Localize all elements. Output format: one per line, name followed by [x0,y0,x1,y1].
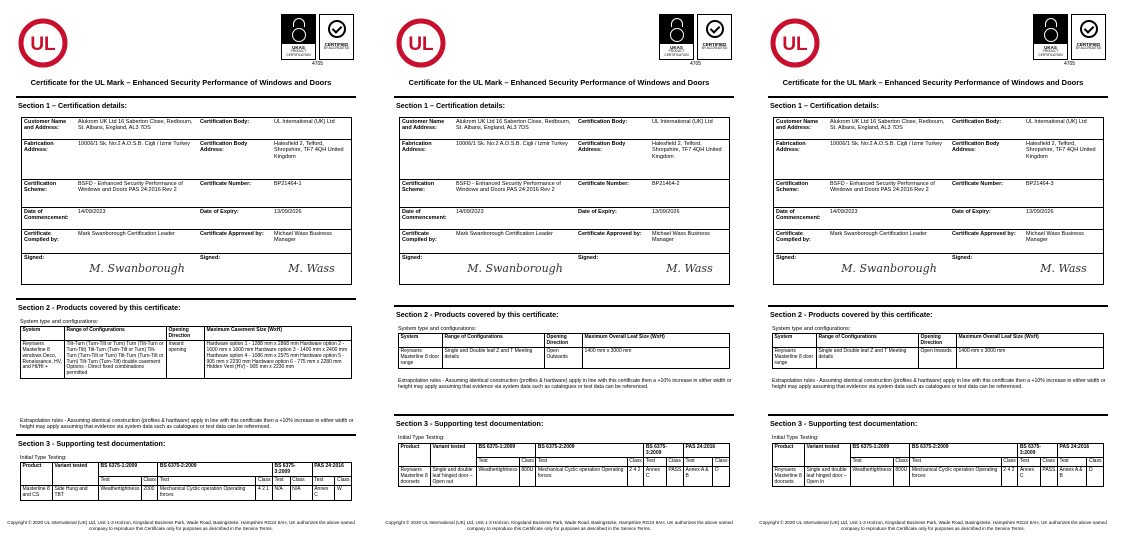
size-cell: 1400 mm x 3000 mm [957,348,1104,368]
customer-value: Alukrom UK Ltd 16 Saberton Close, Redbourn, St. Albans, England, AL3 7DS [78,119,193,132]
initial-type-testing-label: Initial Type Testing: [398,435,445,441]
size-cell: 1400 mm x 3000 mm [583,348,730,368]
crown-icon [671,18,683,27]
product-cell: Masterline 8 and CS [21,486,53,500]
products-table-wrap [20,326,352,379]
test-subheader: Test [312,477,335,486]
class2-cell: 2 4 2 [627,467,644,487]
cert-body-address-label: Certification Body Address: [578,141,626,154]
products-table-wrap [398,333,730,369]
copyright: Copyright © 2020 UL International (UK) Ltd, Unit 1-3 Horizon, Kingsland Business Park, Wade Road, Basingstoke, Hampshire RG24 8AH, UK authorizes the above named company to reproduce this Certificate only for purposes as described in the Service Terms. [7,520,355,531]
customer-value: Alukrom UK Ltd 16 Saberton Close, Redbourn, St. Albans, England, AL3 7DS [456,119,571,132]
section2-heading: Section 2 - Products covered by this certificate: [18,303,181,312]
signature-1: M. Swanborough [841,261,937,275]
badge-number: 4705 [689,61,702,67]
direction-header: Opening Direction [919,334,957,348]
divider [394,414,734,416]
class-subheader: Class [519,458,536,467]
class3-cell: PASS [1040,467,1057,487]
approved-label: Certificate Approved by: [578,231,642,237]
class4-cell: D [713,467,730,487]
system-cell: Reynaers Masterline 8 door range [773,348,817,368]
svg-text:UL: UL [782,34,808,55]
fabrication-label: Fabrication Address: [402,141,432,154]
direction-cell: Inward opening [167,341,205,378]
class-subheader: Class [141,477,158,486]
customer-label: Customer Name and Address: [402,119,445,132]
fabrication-value: 10006/1 Sk. No:2 A.O.S.B. Cigli / Izmir Turkey [456,141,568,147]
class-subheader: Class [335,477,352,486]
system-header: System [21,327,65,341]
divider [16,434,356,436]
system-type-label: System type and configurations: [772,326,851,332]
cert-body-label: Certification Body: [952,119,1002,125]
accreditation-badges [281,14,354,60]
certificate-title: Certificate for the UL Mark – Enhanced Security Performance of Windows and Doors [408,78,710,87]
cert-number-value: BP21464-3 [1026,181,1054,187]
scheme-label: Certification Scheme: [776,181,809,194]
ul-logo [18,18,68,68]
size-cell: Hardware option 1 - 1288 mm x 2868 mm Hardware option 2 - 1600 mm x 1600 mm Hardware option 3 - 1400 mm x 2400 mm Hardware option 4 - 1086 mm x 2975 mm Hardware option 5 - 905 mm x 2230 mm Hardware option 6 - 775 mm x 2280 mm Hidden Vent (HV) - 905 mm x 2230 mm [205,341,352,378]
copyright: Copyright © 2020 UL International (UK) Ltd, Unit 1-3 Horizon, Kingsland Business Park, Wade Road, Basingstoke, Hampshire RG24 8AH, UK authorizes the above named company to reproduce this Certificate only for purposes as described in the Service Terms. [385,520,733,531]
std2-header: BS 6375-2:2009 [158,463,273,477]
direction-cell: Open Inwards [919,348,957,368]
tick-icon [670,28,684,42]
divider [768,414,1108,416]
test4-cell: Annex A & B [684,467,713,487]
initial-type-testing-label: Initial Type Testing: [20,455,67,461]
certification-details-box [399,117,730,285]
signed-label: Signed: [402,255,423,261]
test-subheader: Test [536,458,627,467]
expiry-label: Date of Expiry: [952,209,991,215]
certification-details-box [21,117,352,285]
scheme-value: BSFD - Enhanced Security Performance of Windows and Doors PAS 24:2016 Rev 2 [78,181,183,194]
class2-cell: 2 4 2 [1001,467,1018,487]
cert-number-label: Certificate Number: [200,181,252,187]
fabrication-label: Fabrication Address: [24,141,54,154]
certificate [378,0,740,552]
std1-header: BS 6375-1:2009 [99,463,158,477]
cert-number-label: Certificate Number: [578,181,630,187]
class-subheader: Class [1001,458,1018,467]
direction-cell: Open Outwards [545,348,583,368]
signed-label: Signed: [776,255,797,261]
check-icon [1080,20,1098,38]
section2-heading: Section 2 - Products covered by this certificate: [396,310,559,319]
configurations-cell: Single and Double leaf Z and T Meeting details [443,348,545,368]
std3-header: BS 6375-3:2009 [272,463,312,477]
initial-type-testing-label: Initial Type Testing: [772,435,819,441]
signature-1: M. Swanborough [89,261,185,275]
test3-cell: N/A [272,486,290,500]
badge-number: 4705 [1063,61,1076,67]
ukas-badge: UKAS PRODUCT CERTIFICATION [659,14,694,60]
section2-heading: Section 2 - Products covered by this certificate: [770,310,933,319]
signature-2: M. Wass [288,261,335,275]
scheme-label: Certification Scheme: [24,181,57,194]
section1-heading: Section 1 – Certification details: [770,101,880,110]
ul-logo [396,18,446,68]
test-table-wrap [398,443,730,487]
direction-header: Opening Direction [545,334,583,348]
expiry-label: Date of Expiry: [200,209,239,215]
test2-cell: Mechanical Cyclic operation Operating forces [910,467,1001,487]
std4-header: PAS 24:2016 [1058,444,1104,458]
test-table-wrap [772,443,1104,487]
signed-label-2: Signed: [952,255,973,261]
section3-heading: Section 3 - Supporting test documentation: [396,419,544,428]
section1-heading: Section 1 – Certification details: [18,101,128,110]
product-cell: Reynaers Masterline 8 doorsets [773,467,805,487]
class-subheader: Class [1040,458,1057,467]
system-type-label: System type and configurations: [398,326,477,332]
size-header: Maximum Overall Leaf Size (WxH) [583,334,730,348]
cert-body-label: Certification Body: [200,119,250,125]
variant-header: Variant tested [805,444,851,467]
compiled-value: Mark Swanborough Certification Leader [78,231,175,237]
signed-label-2: Signed: [578,255,599,261]
test-subheader: Test [1058,458,1087,467]
certificate [752,0,1114,552]
std2-header: BS 6375-2:2009 [910,444,1018,458]
commencement-label: Date of Commencement: [402,209,447,222]
scheme-value: BSFD - Enhanced Security Performance of Windows and Doors PAS 24:2016 Rev 2 [456,181,561,194]
extrapolation-rules: Extrapolation rules - Assuming identical construction (profiles & hardware) apply in line with this certificate then a +10% increase in either width or height may apply assuming that evidence via system data such as catalogues or test data can be referenced. [772,378,1106,391]
test3-cell: Annex C [1018,467,1041,487]
test-table [398,443,730,487]
signature-1: M. Swanborough [467,261,563,275]
test1-cell: Weathertightness [851,467,894,487]
test-subheader: Test [851,458,894,467]
test-subheader: Test [644,458,667,467]
std2-header: BS 6375-2:2009 [536,444,644,458]
std4-header: PAS 24:2016 [312,463,351,477]
class-subheader: Class [627,458,644,467]
std1-header: BS 6375-1:2009 [851,444,910,458]
class2-cell: 4 2 1 [256,486,273,500]
expiry-value: 13/09/2026 [652,209,680,215]
class3-cell: N/A [290,486,312,500]
test-table [20,462,352,501]
ukas-badge: UKAS PRODUCT CERTIFICATION [281,14,316,60]
cert-body-address-value: Halesfield 2, Telford, Shropshire, TF7 4QH United Kingdom [274,141,344,160]
test-subheader: Test [99,477,142,486]
test2-cell: Mechanical Cyclic operation Operating forces [536,467,627,487]
class1-cell: 800U [893,467,910,487]
scheme-value: BSFD - Enhanced Security Performance of Windows and Doors PAS 24:2016 Rev 2 [830,181,935,194]
certificate [0,0,362,552]
range-header: Range of Configurations [443,334,545,348]
certified-badge: CERTIFIED BY ACCREDITED [697,14,732,60]
section1-heading: Section 1 – Certification details: [396,101,506,110]
tick-icon [292,28,306,42]
class1-cell: 800U [519,467,536,487]
tick-icon [1044,28,1058,42]
product-header: Product [399,444,431,467]
test-subheader: Test [272,477,290,486]
expiry-value: 13/09/2026 [274,209,302,215]
copyright: Copyright © 2020 UL International (UK) Ltd, Unit 1-3 Horizon, Kingsland Business Park, Wade Road, Basingstoke, Hampshire RG24 8AH, UK authorizes the above named company to reproduce this Certificate only for purposes as described in the Service Terms. [759,520,1107,531]
products-table [20,326,352,379]
cert-number-value: BP21464-1 [274,181,302,187]
expiry-value: 13/09/2026 [1026,209,1054,215]
variant-cell: Single and double leaf hinged door – Open in [805,467,851,487]
cert-body-label: Certification Body: [578,119,628,125]
range-header: Range of Configurations [65,327,167,341]
system-cell: Reynaers Masterline 8 door range [399,348,443,368]
std3-header: BS 6375-3:2009 [644,444,684,458]
product-header: Product [21,463,53,486]
class-subheader: Class [256,477,273,486]
compiled-label: Certificate Compiled by: [402,231,437,244]
crown-icon [1045,18,1057,27]
class1-cell: 2000 [141,486,158,500]
ukas-badge: UKAS PRODUCT CERTIFICATION [1033,14,1068,60]
commencement-value: 14/09/2023 [830,209,858,215]
divider [768,305,1108,307]
product-cell: Reynaers Masterline 8 doorsets [399,467,431,487]
class-subheader: Class [666,458,683,467]
cert-number-value: BP21464-2 [652,181,680,187]
test-subheader: Test [910,458,1001,467]
svg-text:UL: UL [30,34,56,55]
extrapolation-rules: Extrapolation rules - Assuming identical construction (profiles & hardware) apply in line with this certificate then a +10% increase in either width or height may apply assuming that evidence via system data such as catalogues or test data can be referenced. [20,418,354,431]
crown-icon [293,18,305,27]
certified-badge: CERTIFIED BY ACCREDITED [319,14,354,60]
test3-cell: Annex C [644,467,667,487]
approved-value: Michael Wass Business Manager [1026,231,1084,244]
size-header: Maximum Casement Size (WxH) [205,327,352,341]
check-icon [328,20,346,38]
fabrication-label: Fabrication Address: [776,141,806,154]
test-table [772,443,1104,487]
products-table-wrap [772,333,1104,369]
signed-label-2: Signed: [200,255,221,261]
configurations-cell: Tilt-Turn (Turn-Tilt or Turn) Turn (Tilt-Turn or Turn-Tilt) Tilt-Turn (Turn-Tilt or Turn) Tilt-Turn (Turn-Tilt or Turn) Tilt-Turn (Turn-Tilt or Turn) Tilt-Turn (Turn-Tilt) double casement Options - Direct fixed combinations permitted [65,341,167,378]
compiled-label: Certificate Compiled by: [776,231,811,244]
system-type-label: System type and configurations: [20,319,99,325]
test4-cell: Annex C [312,486,335,500]
cert-body-address-label: Certification Body Address: [200,141,248,154]
customer-value: Alukrom UK Ltd 16 Saberton Close, Redbourn, St. Albans, England, AL3 7DS [830,119,945,132]
section3-heading: Section 3 - Supporting test documentation: [18,439,166,448]
variant-cell: Single and double leaf hinged door – Open out [431,467,477,487]
std3-header: BS 6375-3:2009 [1018,444,1058,458]
variant-header: Variant tested [53,463,99,486]
commencement-value: 14/09/2023 [456,209,484,215]
test4-cell: Annex A & B [1058,467,1087,487]
class4-cell: D [1087,467,1104,487]
customer-label: Customer Name and Address: [776,119,819,132]
signature-2: M. Wass [666,261,713,275]
badge-number: 4705 [311,61,324,67]
approved-label: Certificate Approved by: [200,231,264,237]
product-header: Product [773,444,805,467]
expiry-label: Date of Expiry: [578,209,617,215]
products-table [772,333,1104,369]
class3-cell: PASS [666,467,683,487]
divider [16,298,356,300]
fabrication-value: 10006/1 Sk. No:2 A.O.S.B. Cigli / Izmir Turkey [78,141,190,147]
test1-cell: Weathertightness [477,467,520,487]
section3-heading: Section 3 - Supporting test documentation: [770,419,918,428]
std4-header: PAS 24:2016 [684,444,730,458]
certification-details-box [773,117,1104,285]
class-subheader: Class [713,458,730,467]
compiled-value: Mark Swanborough Certification Leader [830,231,927,237]
variant-cell: Side Hung and TBT [53,486,99,500]
customer-label: Customer Name and Address: [24,119,67,132]
signature-2: M. Wass [1040,261,1087,275]
products-table [398,333,730,369]
class-subheader: Class [893,458,910,467]
compiled-label: Certificate Compiled by: [24,231,59,244]
system-header: System [773,334,817,348]
test-subheader: Test [1018,458,1041,467]
configurations-cell: Single and Double leaf Z and T Meeting details [817,348,919,368]
extrapolation-rules: Extrapolation rules - Assuming identical construction (profiles & hardware) apply in line with this certificate then a +10% increase in either width or height may apply assuming that evidence via system data such as catalogues or test data can be referenced. [398,378,732,391]
size-header: Maximum Overall Leaf Size (WxH) [957,334,1104,348]
certificate-title: Certificate for the UL Mark – Enhanced Security Performance of Windows and Doors [782,78,1084,87]
accreditation-badges [1033,14,1106,60]
range-header: Range of Configurations [817,334,919,348]
divider [394,305,734,307]
divider [768,96,1108,98]
commencement-label: Date of Commencement: [776,209,821,222]
scheme-label: Certification Scheme: [402,181,435,194]
compiled-value: Mark Swanborough Certification Leader [456,231,553,237]
approved-value: Michael Wass Business Manager [274,231,332,244]
cert-body-address-value: Halesfield 2, Telford, Shropshire, TF7 4QH United Kingdom [652,141,722,160]
signed-label: Signed: [24,255,45,261]
class4-cell: W [335,486,352,500]
commencement-label: Date of Commencement: [24,209,69,222]
divider [16,96,356,98]
cert-body-value: UL International (UK) Ltd [274,119,335,125]
cert-body-address-label: Certification Body Address: [952,141,1000,154]
system-cell: Reynaers Masterline 8 windows Deco, Renaissance, HV, and HI/HI + [21,341,65,378]
svg-text:UL: UL [408,34,434,55]
test-subheader: Test [684,458,713,467]
certificate-title: Certificate for the UL Mark – Enhanced Security Performance of Windows and Doors [30,78,332,87]
ul-logo [770,18,820,68]
approved-value: Michael Wass Business Manager [652,231,710,244]
class-subheader: Class [1087,458,1104,467]
test2-cell: Mechanical Cyclic operation Operating forces [158,486,256,500]
cert-body-value: UL International (UK) Ltd [1026,119,1087,125]
certified-badge: CERTIFIED BY ACCREDITED [1071,14,1106,60]
commencement-value: 14/09/2023 [78,209,106,215]
check-icon [706,20,724,38]
test-subheader: Test [158,477,256,486]
approved-label: Certificate Approved by: [952,231,1016,237]
direction-header: Opening Direction [167,327,205,341]
class-subheader: Class [290,477,312,486]
system-header: System [399,334,443,348]
std1-header: BS 6375-1:2009 [477,444,536,458]
cert-body-value: UL International (UK) Ltd [652,119,713,125]
divider [394,96,734,98]
cert-number-label: Certificate Number: [952,181,1004,187]
test-subheader: Test [477,458,520,467]
test1-cell: Weathertightness [99,486,142,500]
test-table-wrap [20,462,352,501]
accreditation-badges [659,14,732,60]
cert-body-address-value: Halesfield 2, Telford, Shropshire, TF7 4QH United Kingdom [1026,141,1096,160]
variant-header: Variant tested [431,444,477,467]
fabrication-value: 10006/1 Sk. No:2 A.O.S.B. Cigli / Izmir Turkey [830,141,942,147]
